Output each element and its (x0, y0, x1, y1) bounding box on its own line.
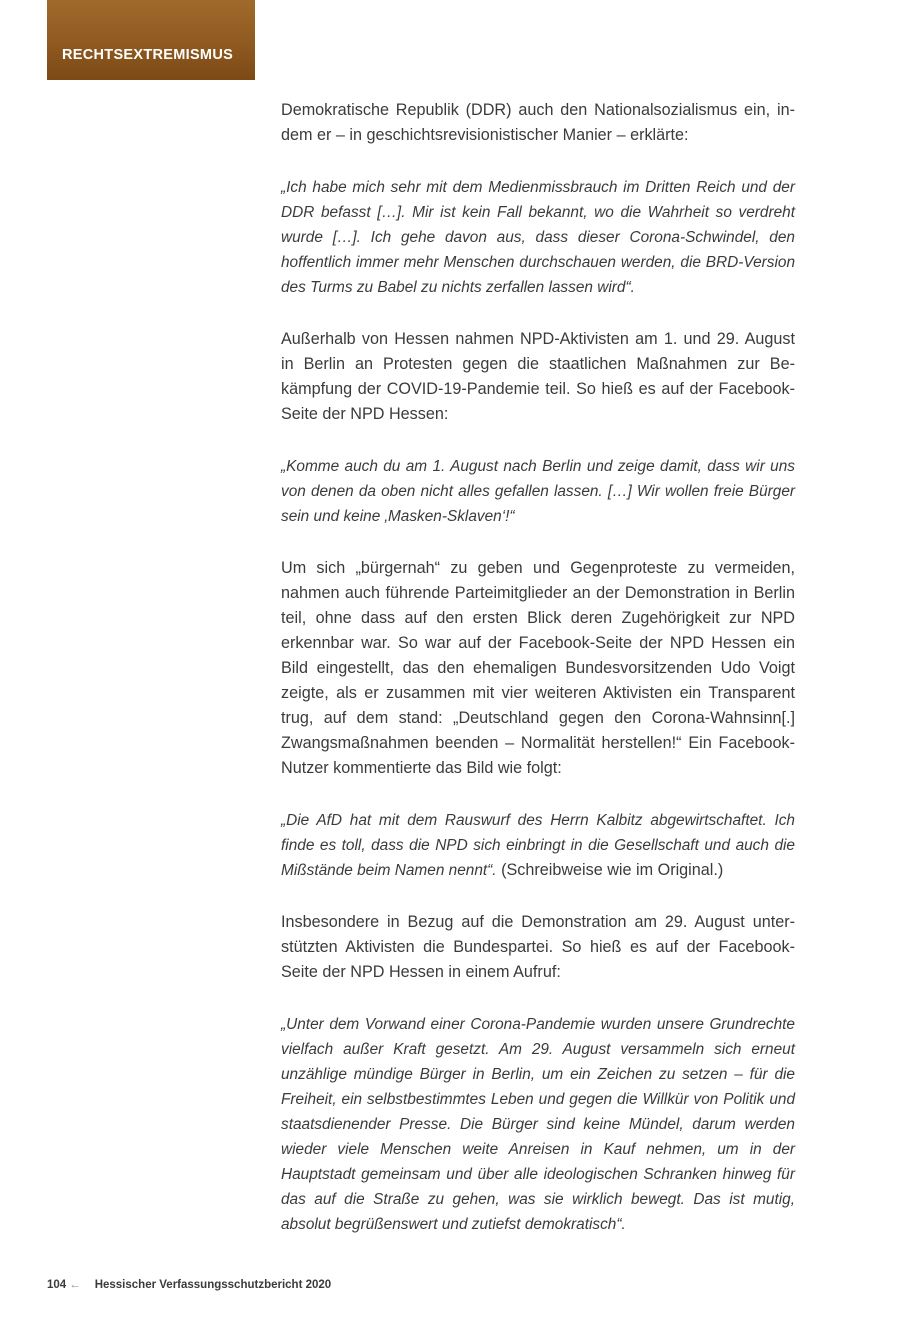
paragraph: Insbesondere in Bezug auf die Demonstration am 29. August unterstützten Aktivisten die Bundespartei. So hieß es auf der Facebook-Seite der NPD Hessen in einem Aufruf: (281, 913, 795, 981)
paragraph: Um sich „bürgernah“ zu geben und Gegenproteste zu vermeiden, nahmen auch führende Parteimitglieder an der Demonstration in Berlin teil, ohne dass auf den ersten Blick deren Zugehörigkeit zur NPD erkennbar war. So war auf der Facebook-Seite der NPD Hessen ein Bild eingestellt, das den ehemaligen Bundesvorsitzenden Udo Voigt zeigte, als er zusammen mit vier weiteren Aktivisten ein Transparent trug, auf dem stand: „Deutschland gegen den Corona-Wahnsinn[.] Zwangsmaßnahmen beenden – Normalität herstellen!“ Ein Facebook-Nutzer kommentierte das Bild wie folgt: (281, 559, 795, 777)
paragraph: Demokratische Republik (DDR) auch den Nationalsozialismus ein, indem er – in geschichtsrevisionistischer Manier – erklärte: (281, 101, 795, 144)
quote: „Unter dem Vorwand einer Corona-Pandemie wurden unsere Grundrechte vielfach außer Kraft gesetzt. Am 29. August versammeln sich erneut unzählige mündige Bürger in Berlin, um ein Zeichen zu setzen – für die Freiheit, ein selbstbestimmtes Leben und gegen die Willkür von Politik und staatsdienender Presse. Die Bürger sind keine Mündel, darum werden wieder viele Menschen weite Anreisen in Kauf nehmen, um in der Hauptstadt gemeinsam und über alle ideologischen Schranken hinweg für das auf die Straße zu gehen, was sie wirklich bewegt. Das ist mutig, absolut begrüßenswert und zutiefst demokratisch“. (281, 1016, 795, 1233)
spelling-note: (Schreibweise wie im Original.) (496, 861, 724, 879)
page-number: 104 (47, 1279, 67, 1291)
section-label: RECHTSEXTREMISMUS (62, 47, 234, 63)
quote: „Ich habe mich sehr mit dem Medienmissbrauch im Dritten Reich und der DDR befasst […]. Mir ist kein Fall bekannt, wo die Wahrheit so verdreht wurde […]. Ich gehe davon aus, dass dieser Corona-Schwindel, den hoffentlich immer mehr Menschen durchschauen werden, die BRD-Version des Turms zu Babel zu nichts zerfallen lassen wird“. (281, 179, 795, 296)
paragraph: Außerhalb von Hessen nahmen NPD-Aktivisten am 1. und 29. August in Berlin an Protesten gegen die staatlichen Maßnahmen zur Bekämpfung der COVID-19-Pandemie teil. So hieß es auf der Facebook-Seite der NPD Hessen: (281, 330, 795, 423)
quote-text: „Die AfD hat mit dem Rauswurf des Herrn Kalbitz abgewirtschaftet. Ich finde es toll, dass die NPD sich einbringt in die Gesellschaft und auch die Mißstände beim Namen nennt“. (281, 812, 795, 879)
publication-title: Hessischer Verfassungsschutzbericht 2020 (94, 1279, 332, 1291)
quote-with-note (281, 808, 795, 883)
section-header-tab (47, 0, 255, 80)
arrow-left-icon: ← (69, 1279, 81, 1291)
main-text (281, 98, 795, 1264)
quote: „Komme auch du am 1. August nach Berlin und zeige damit, dass wir uns von denen da oben nicht alles gefallen lassen. […] Wir wollen freie Bürger sein und keine ‚Masken-Sklaven‘!“ (281, 458, 795, 525)
page-footer (47, 1279, 331, 1291)
